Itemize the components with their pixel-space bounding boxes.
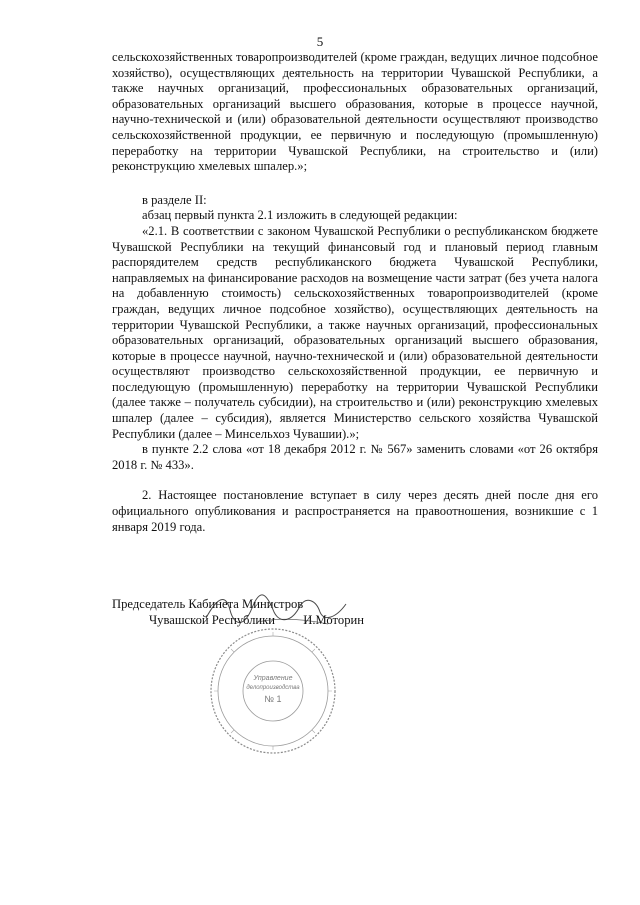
signer-title-line-1: Председатель Кабинета Министров (112, 597, 304, 611)
stamp-text-line-2: делопроизводства (246, 685, 300, 691)
paragraph-amendment-text: «2.1. В соответствии с законом Чувашской Республики о республиканском бюджете Чувашской Республики на текущий финансовый год и плановый период главным распорядителем средств республиканского бюджета Чувашской Республики, направляемых на финансирование расходов на возмещение части затрат (без учета налога на добавленную стоимость) сельскохозяйственных товаропроизводителей (кроме граждан, ведущих личное подсобное хозяйство), осуществляющих деятельность на территории Чувашской Республики, а также научных организаций, профессиональных образовательных организаций, образовательных организаций высшего образования, которые в процессе научной, научно-технической и (или) образовательной деятельности осуществляют производство сельскохозяйственной продукции, ее первичную и последующую (промышленную) переработку на территории Чувашской Республики (далее также – получатель субсидии), на строительство и (или) реконструкцию хмелевых шпалер (далее – субсидия), является Министерство сельского хозяйства Чувашской Республики (далее – Минсельхоз Чувашии).»; (112, 223, 598, 441)
paragraph-continuation: сельскохозяйственных товаропроизводителей (кроме граждан, ведущих личное подсобное хозяйство), осуществляющих деятельность на территории Чувашской Республики, а также научных организаций, профессиональных образовательных организаций, образовательных организаций высшего образования, которые в процессе научной, научно-технической и (или) образовательной деятельности осуществляют производство сельскохозяйственной продукции, ее первичную и последующую (промышленную) переработку на территории Чувашской Республики, на строительство и (или) реконструкцию хмелевых шпалер.»; (112, 50, 598, 174)
paragraph-amendment-intro: абзац первый пункта 2.1 изложить в следующей редакции: (142, 208, 458, 223)
paragraph-effective-date: 2. Настоящее постановление вступает в силу через десять дней после дня его официального опубликования и распространяется на правоотношения, возникшие с 1 января 2019 года. (112, 488, 598, 534)
paragraph-clause-2-2: в пункте 2.2 слова «от 18 декабря 2012 г. № 567» заменить словами «от 26 октября 2018 г. № 433». (112, 442, 598, 472)
stamp-text-line-1: Управление (253, 675, 293, 682)
signer-title-republic: Чувашской Республики (149, 613, 275, 627)
document-body (112, 50, 598, 535)
stamp-number: № 1 (264, 694, 282, 704)
signer-name: И.Моторин (303, 613, 364, 627)
paragraph-section-heading: в разделе II: (142, 192, 207, 207)
official-stamp (208, 626, 338, 756)
page-number: 5 (316, 34, 324, 49)
